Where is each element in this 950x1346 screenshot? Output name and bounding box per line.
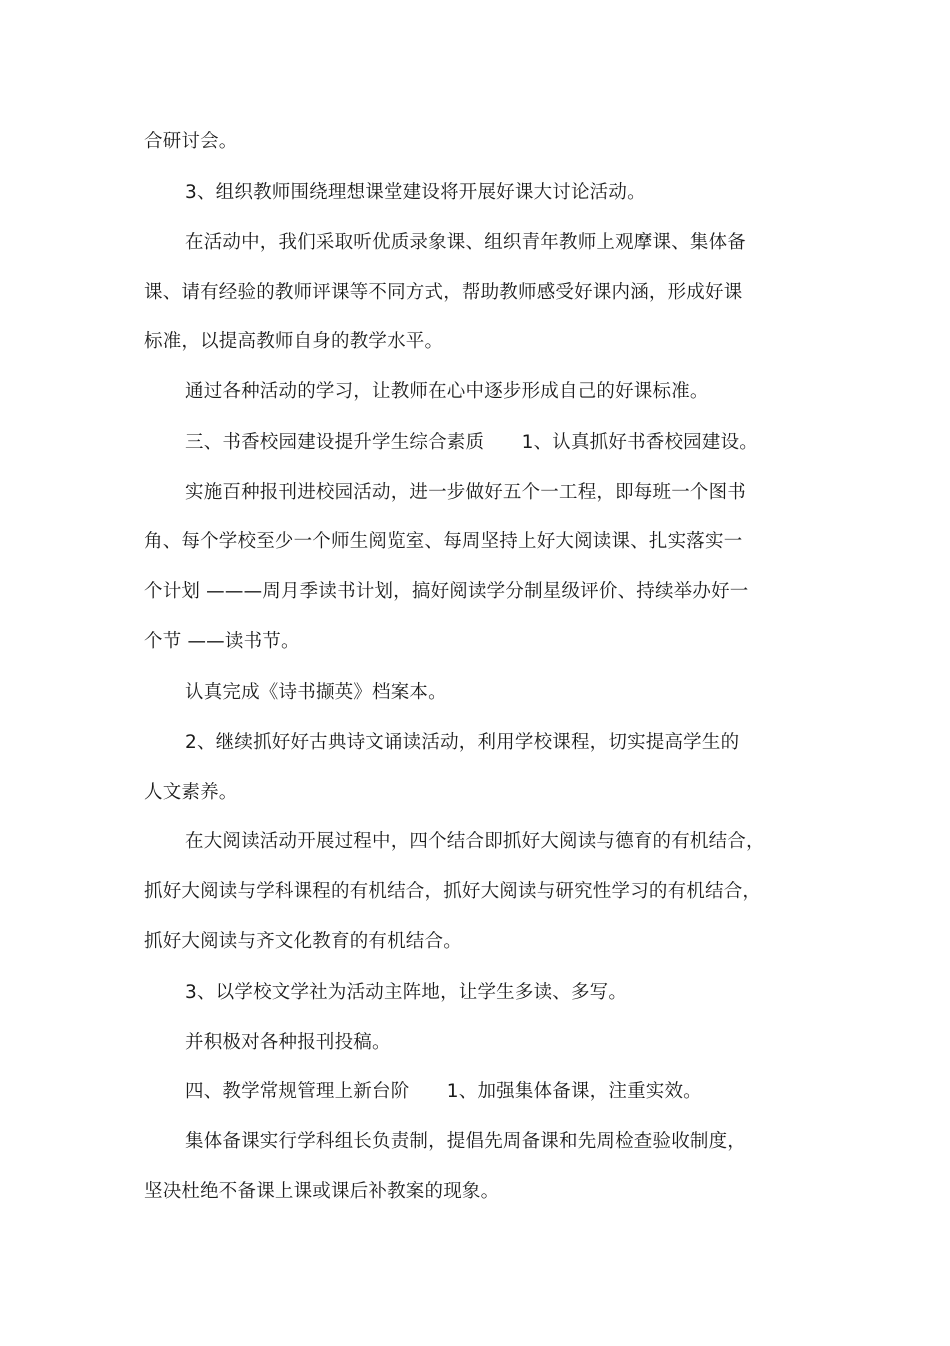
text-line: 通过各种活动的学习，让教师在心中逐步形成自己的好课标准。 [185, 381, 709, 402]
text-line: 抓好大阅读与齐文化教育的有机结合。 [144, 931, 462, 952]
text-line: 抓好大阅读与学科课程的有机结合，抓好大阅读与研究性学习的有机结合， [144, 881, 762, 902]
text-line: 课、请有经验的教师评课等不同方式，帮助教师感受好课内涵，形成好课 [144, 282, 743, 303]
text-line: 2、继续抓好好古典诗文诵读活动，利用学校课程，切实提高学生的 [185, 732, 740, 753]
text-line: 并积极对各种报刊投稿。 [185, 1032, 391, 1053]
text-line: 集体备课实行学科组长负责制，提倡先周备课和先周检查验收制度， [185, 1131, 747, 1152]
text-line: 人文素养。 [144, 782, 238, 803]
text-line: 3、组织教师围绕理想课堂建设将开展好课大讨论活动。 [185, 182, 646, 203]
text-line: 个计划 ———周月季读书计划，搞好阅读学分制星级评价、持续举办好一 [144, 581, 749, 602]
text-line: 角、每个学校至少一个师生阅览室、每周坚持上好大阅读课、扎实落实一 [144, 531, 743, 552]
text-line: 四、教学常规管理上新台阶 1、加强集体备课，注重实效。 [185, 1081, 702, 1102]
text-line: 坚决杜绝不备课上课或课后补教案的现象。 [144, 1181, 500, 1202]
text-line: 在大阅读活动开展过程中，四个结合即抓好大阅读与德育的有机结合， [185, 831, 765, 852]
text-line: 3、以学校文学社为活动主阵地，让学生多读、多写。 [185, 982, 628, 1003]
text-line: 标准，以提高教师自身的教学水平。 [144, 331, 444, 352]
text-line: 认真完成《诗书撷英》档案本。 [185, 682, 447, 703]
text-line: 个节 ——读书节。 [144, 631, 300, 652]
text-line: 三、书香校园建设提升学生综合素质 1、认真抓好书香校园建设。 [185, 432, 758, 453]
text-line: 在活动中，我们采取听优质录象课、组织青年教师上观摩课、集体备 [185, 232, 747, 253]
text-line: 实施百种报刊进校园活动，进一步做好五个一工程，即每班一个图书 [185, 482, 747, 503]
text-line: 合研讨会。 [144, 131, 238, 152]
